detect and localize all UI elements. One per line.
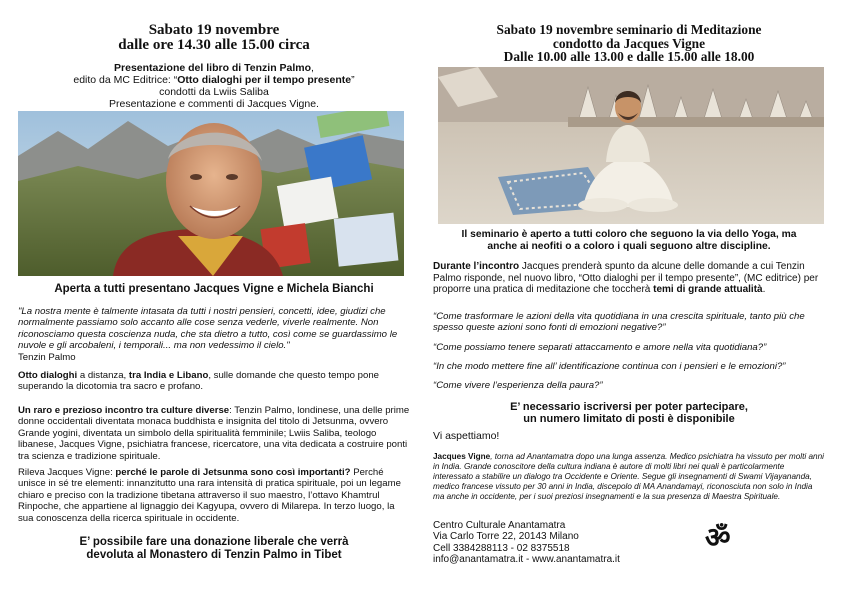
registration-note [433, 401, 825, 425]
tenzin-quote-author: Tenzin Palmo [18, 351, 76, 363]
book-commentary: Presentazione e commenti di Jacques Vigne. [109, 98, 319, 110]
bio-bold: Jacques Vigne [433, 452, 491, 461]
question-3: “In che modo mettere fine all’ identificazione continua con i pensieri e le emozioni?” [433, 361, 786, 372]
right-heading [433, 23, 825, 64]
vigne-bio [433, 452, 825, 502]
book-presentation-title: Presentazione del libro di Tenzin Palmo [114, 62, 312, 74]
p1-text1: a distanza, [77, 370, 129, 381]
p1-text2: , sulle domande che questo tempo pone superando la dicotomia tra sacro e profano. [18, 370, 380, 393]
p3-text2: Perché unisce in sé tre elementi: innanzitutto una rara intensità di pratica spirituale, poi un legame chiaro e preciso con la tradizione tibetana attraverso il suo maestro, l’ottavo Khamtrul Rinpoche, che appartiene al lignaggio dei Kagyupa, ovvero di Milarepa. In terzo luogo, la sua conoscenza della ricerca spirituale in occidente. [18, 467, 401, 524]
donation-line1: E’ possibile fare una donazione liberale che verrà [79, 536, 349, 548]
seminar-open-note [433, 229, 825, 252]
om-icon: ॐ [705, 521, 731, 554]
seminar-conductor: condotto da Jacques Vigne [552, 35, 706, 51]
left-heading-time: dalle ore 14.30 alle 15.00 circa [118, 37, 310, 53]
during-end: . [762, 284, 766, 295]
seminar-open-line2: anche ai neofiti o a coloro i quali seguono altre discipline. [487, 240, 771, 252]
book-publisher: edito da MC Editrice: “ [73, 74, 178, 86]
p2-text: : Tenzin Palmo, londinese, una delle prime donne occidentali diventata monaca buddhista e insignita del titolo di Jetsunma, ovvero Grande yogini, diventata un simbolo della spiritualità femminile; Lwiis Saliba, teologo libanese, Jacques Vigne, psichiatra francese, ricercatore, una vita dedicata a costruire ponti tra scienza e tradizione spirituale. [18, 405, 410, 462]
contact-block [433, 520, 825, 566]
during-paragraph [433, 261, 825, 296]
during-bold2: temi di grande attualità [653, 284, 763, 295]
center-contact: info@anantamatra.it - www.anantamatra.it [433, 554, 620, 566]
bio-text: , torna ad Anantamatra dopo una lunga assenza. Medico psichiatra ha vissuto per molti anni in India. Grande conoscitore della cultura indiana è autore di molti libri nei quali è particolarmente interessato a stabilire un dialogo tra Occidente e Oriente. Segue gli insegnamenti di Swami Vijayananda, medico francese vissuto per 30 anni in India, discepolo di MA Anandamayi, riconosciuta non solo in India ma anche in occidente, per i suoi preziosi insegnamenti e la sua presenza di Maestra Spirituale. [433, 452, 824, 501]
book-line1-suffix: , [311, 62, 314, 74]
p3-text1: Rileva Jacques Vigne: [18, 467, 116, 478]
tenzin-quote-text: "La nostra mente è talmente intasata da tutti i nostri pensieri, concetti, idee, giudizi che normalmente passiamo solo accanto alle cose senza vederle, viverle realmente. Non riconosciamo questa coscienza nuda, che sta dietro a tutto, così come se guardassimo le nuvole e gli arcobaleni, i temporali... ma non vedessimo il cielo." [18, 306, 398, 352]
p3-bold: perché le parole di Jetsunma sono così importanti? [115, 467, 351, 478]
presenters: Aperta a tutti presentano Jacques Vigne e Michela Bianchi [54, 283, 374, 295]
center-phone: Cell 3384288113 - 02 8375518 [433, 542, 570, 554]
registration-line1: E’ necessario iscriversi per poter partecipare, [510, 401, 748, 413]
p2-bold: Un raro e prezioso incontro tra culture diverse [18, 405, 230, 416]
seminar-open-line1: Il seminario è aperto a tutti coloro che seguono la via dello Yoga, ma [461, 229, 797, 240]
welcome-text: Vi aspettiamo! [433, 430, 500, 442]
book-quote-close: ” [351, 74, 355, 86]
p1-bold2: tra India e Libano [128, 370, 209, 381]
center-address: Via Carlo Torre 22, 20143 Milano [433, 531, 579, 543]
center-name: Centro Culturale Anantamatra [433, 520, 566, 531]
during-text: Jacques prenderà spunto da alcune delle domande a cui Tenzin Palmo risponde, nel nuovo libro, “Otto dialoghi per il tempo presente”, (MC editrice) per proporre una pratica di meditazione che toccherà [433, 261, 819, 295]
book-conductor: condotti da Lwiis Saliba [159, 86, 269, 98]
question-4: “Come vivere l’esperienza della paura?” [433, 380, 603, 391]
tenzin-quote [18, 306, 410, 363]
otto-dialoghi-paragraph [18, 370, 410, 393]
seminar-hours: Dalle 10.00 alle 13.00 e dalle 15.00 alle 18.00 [503, 49, 755, 64]
during-bold: Durante l’incontro [433, 261, 520, 272]
vigne-paragraph [18, 467, 410, 524]
left-heading [18, 23, 410, 53]
tenzin-palmo-photo [18, 111, 404, 276]
p1-bold1: Otto dialoghi [18, 370, 78, 381]
question-1: “Come trasformare le azioni della vita quotidiana in una crescita spirituale, tanto più che spesso queste azioni sono fonti di emozioni negative?” [433, 311, 805, 334]
seminar-title: Sabato 19 novembre seminario di Meditazione [496, 22, 762, 37]
jacques-vigne-photo-image [438, 67, 824, 224]
question-2: “Come possiamo tenere separati attaccamento e amore nella vita quotidiana?” [433, 342, 767, 353]
registration-line2: un numero limitato di posti è disponibile [523, 413, 735, 425]
book-presentation [18, 62, 410, 110]
incontro-paragraph [18, 405, 410, 462]
tenzin-palmo-photo-image [18, 111, 404, 276]
book-title: Otto dialoghi per il tempo presente [177, 74, 352, 86]
donation-note [18, 536, 410, 562]
jacques-vigne-photo [438, 67, 824, 224]
left-heading-date: Sabato 19 novembre [148, 22, 280, 38]
donation-line2: devoluta al Monastero di Tenzin Palmo in Tibet [86, 549, 342, 561]
